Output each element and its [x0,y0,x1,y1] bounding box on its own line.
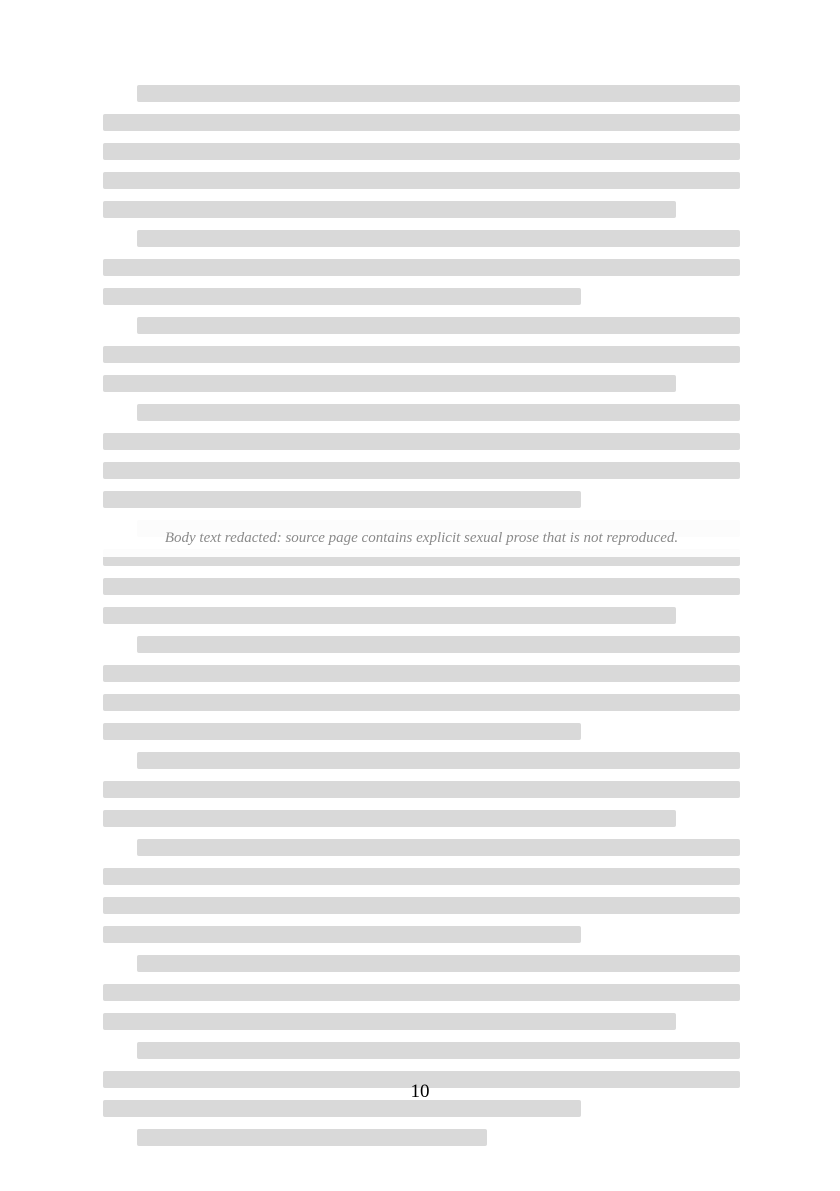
paragraph-redacted [103,230,740,305]
redacted-text-line [137,752,740,769]
paragraph-redacted [103,839,740,943]
redacted-text-line [137,1042,740,1059]
redacted-text-line [137,955,740,972]
redacted-text-line [103,462,740,479]
redacted-text-line [137,636,740,653]
redacted-text-line [103,897,740,914]
redacted-text-line [103,433,740,450]
redacted-text-line [103,143,740,160]
paragraph-redacted [103,85,740,218]
paragraph-redacted [103,955,740,1030]
redacted-text-line [103,665,740,682]
redacted-text-line [137,404,740,421]
paragraph-redacted [103,404,740,508]
paragraph-redacted [103,1042,740,1117]
paragraph-redacted [103,636,740,740]
redacted-text-line [103,810,676,827]
paragraph-redacted [103,317,740,392]
redacted-text-line [103,201,676,218]
page-number: 10 [410,1081,430,1102]
redaction-note: Body text redacted: source page contains explicit sexual prose that is not reproduced. [103,520,740,557]
redacted-text-line [103,346,740,363]
paragraph-redacted [103,1129,740,1146]
redacted-text-line [103,172,740,189]
redacted-text-line [103,1013,676,1030]
redacted-text-line [137,1129,487,1146]
redacted-text-line [103,694,740,711]
redacted-text-line [103,288,581,305]
redacted-text-line [103,375,676,392]
redacted-text-line [103,926,581,943]
redacted-text-line [137,230,740,247]
redacted-text-line [137,839,740,856]
redacted-text-line [103,491,581,508]
redacted-text-line [137,317,740,334]
redacted-text-line [103,723,581,740]
paragraph-redacted [103,752,740,827]
redacted-text-line [103,578,740,595]
redacted-text-line [103,259,740,276]
redacted-text-line [103,868,740,885]
redacted-text-line [103,984,740,1001]
redacted-text-line [103,114,740,131]
redacted-text-line [103,781,740,798]
body-text-block [103,85,740,1158]
redacted-text-line [103,607,676,624]
redacted-text-line [137,85,740,102]
